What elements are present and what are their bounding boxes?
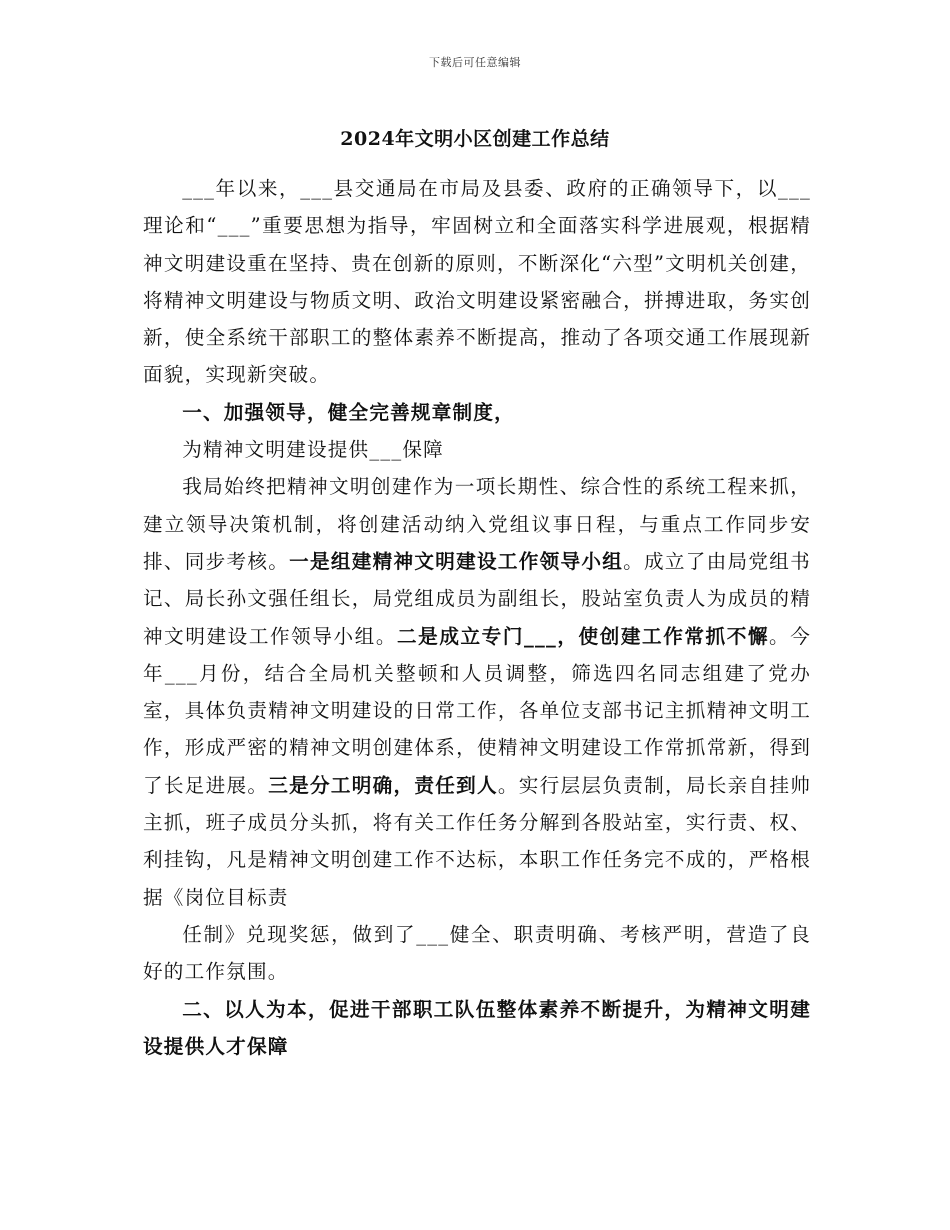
header-note: 下载后可任意编辑 [429, 56, 521, 69]
paragraph-continuation: 任制》兑现奖惩，做到了___健全、职责明确、考核严明，营造了良好的工作氛围。 [143, 922, 811, 984]
section-heading-2: 二、以人为本，促进干部职工队伍整体素养不断提升，为精神文明建设提供人才保障 [143, 997, 811, 1058]
paragraph-text: 。实行层层负责制，局长亲自挂帅主抓，班子成员分头抓，将有关工作任务分解到各股站室，实行责、权、利挂钩，凡是精神文明创建工作不达标，本职工作任务完不成的，严格根据《岗位目标责 [143, 773, 811, 909]
paragraph-intro: ___年以来，___县交通局在市局及县委、政府的正确领导下，以___理论和“___”重要思想为指导，牢固树立和全面落实科学进展观，根据精神文明建设重在坚持、贵在创新的原则，不断深化“六型”文明机关创建，将精神文明建设与物质文明、政治文明建设紧密融合，拼搏进取，务实创新，使全系统干部职工的整体素养不断提高，推动了各项交通工作展现新面貌，实现新突破。 [143, 177, 811, 387]
document-body [143, 170, 811, 1065]
section-heading-1-subline: 为精神文明建设提供___保障 [182, 438, 444, 462]
paragraph-text: 。成立了由局党组书记、局长孙文强任组长，局党组成员为副组长，股站室负责人为成员的精神文明建设工作领导小组。 [143, 549, 811, 648]
bold-point-1: 一是组建精神文明建设工作领导小组 [289, 549, 624, 573]
paragraph-text: 。今年___月份，结合全局机关整顿和人员调整，筛选四名同志组建了党办室，具体负责精神文明建设的日常工作，各单位支部书记主抓精神文明工作，形成严密的精神文明创建体系，使精神文明建设工作常抓常新，得到了长足进展。 [143, 624, 811, 797]
document-title: 2024年文明小区创建工作总结 [340, 128, 610, 150]
bold-point-3: 三是分工明确，责任到人 [268, 773, 498, 797]
paragraph-leadership [143, 468, 811, 916]
bold-point-2: 二是成立专门___，使创建工作常抓不懈 [397, 624, 770, 648]
paragraph-text: 我局始终把精神文明创建作为一项长期性、综合性的系统工程来抓，建立领导决策机制，将创建活动纳入党组议事日程，与重点工作同步安排、同步考核。 [143, 475, 811, 573]
section-heading-1: 一、加强领导，健全完善规章制度， [182, 400, 515, 424]
